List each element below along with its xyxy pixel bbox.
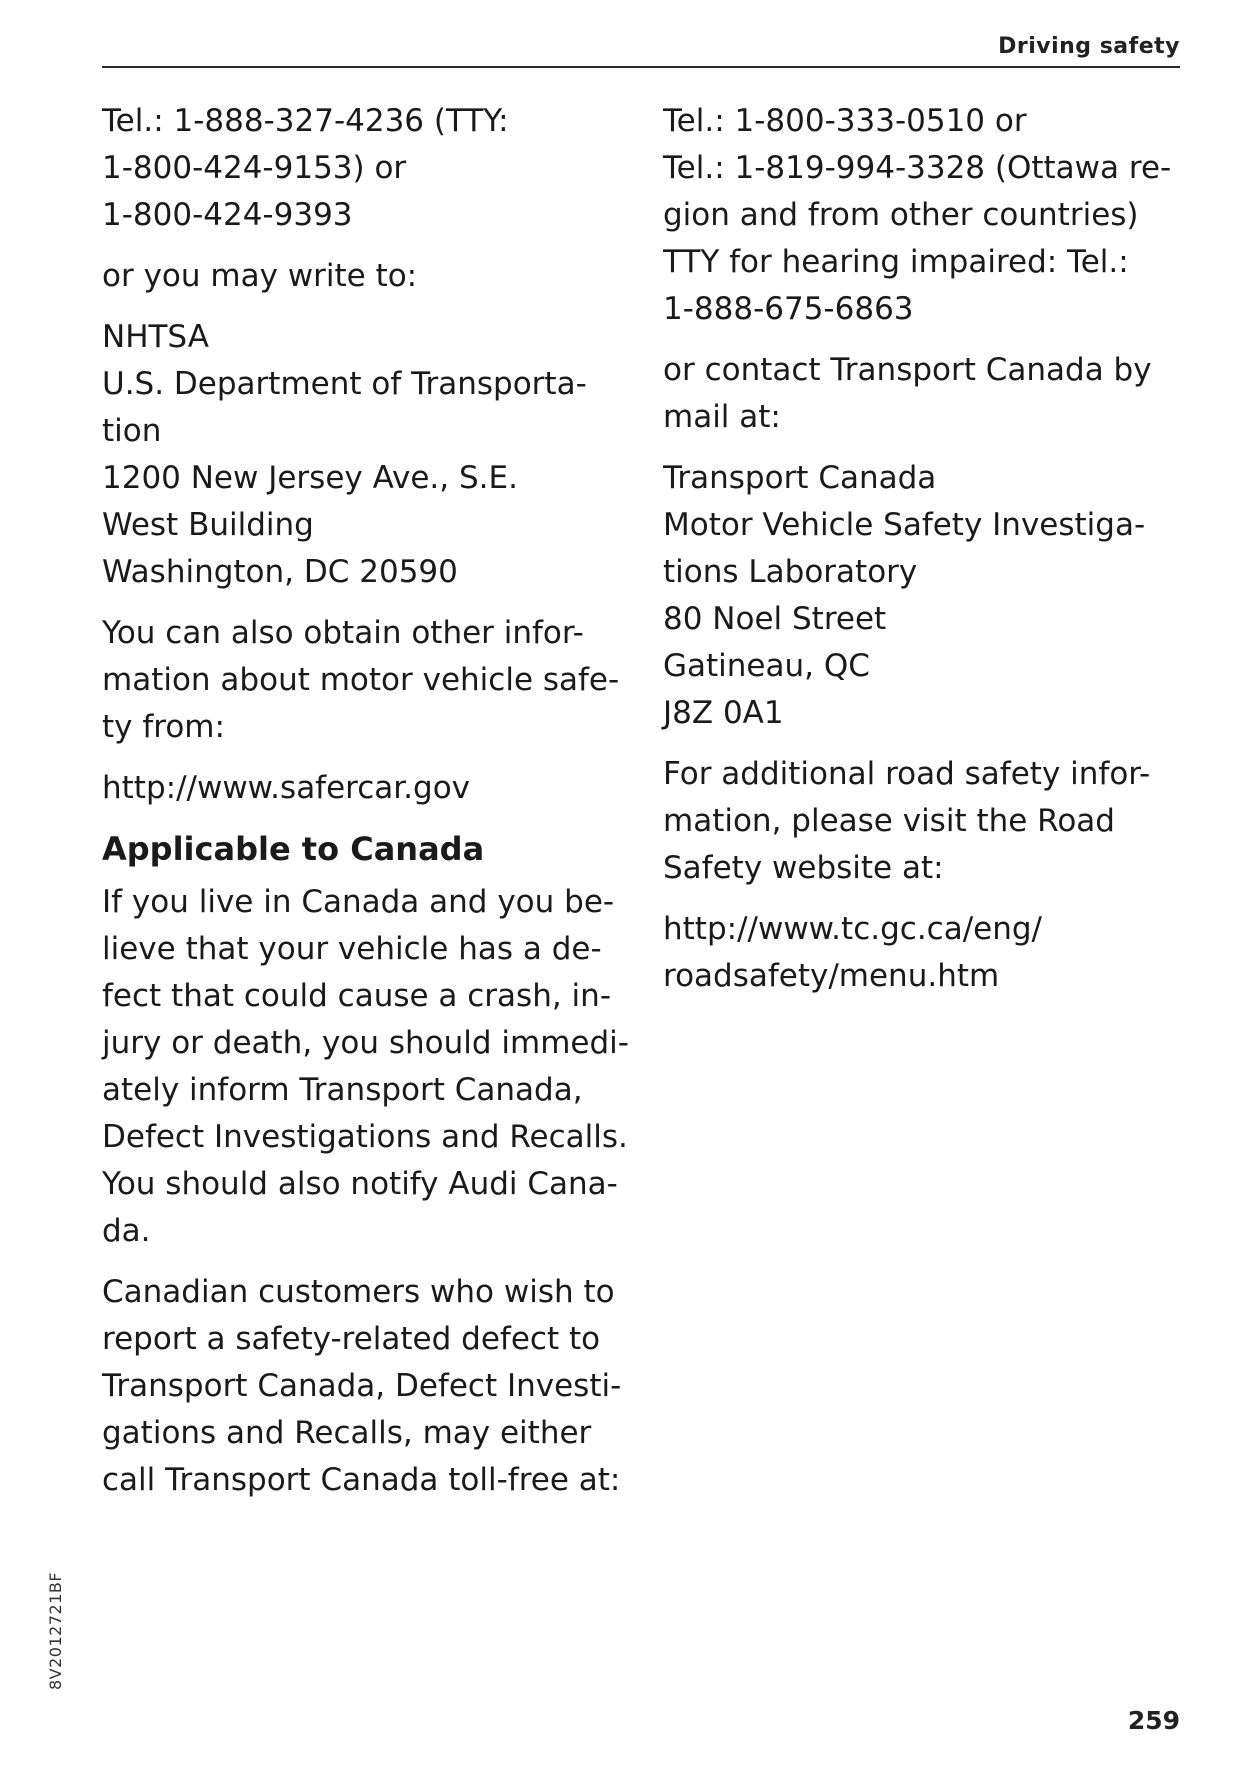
text-line: TTY for hearing impaired: Tel.: (663, 244, 1129, 280)
text-line: Tel.: 1-819-994-3328 (Ottawa re- (663, 150, 1172, 186)
text-line: or contact Transport Canada by (663, 352, 1152, 388)
tc-link-block (663, 906, 1183, 1000)
text-line: lieve that your vehicle has a de- (102, 931, 602, 967)
text-line: 80 Noel Street (663, 601, 887, 637)
text-line: Gatineau, QC (663, 648, 870, 684)
text-line: 1-888-675-6863 (663, 291, 914, 327)
document-code: 8V2012721BF (46, 1571, 65, 1690)
section-title: Driving safety (998, 34, 1180, 59)
canada-report-paragraph (102, 1269, 622, 1504)
write-intro (102, 253, 622, 300)
text-line: Tel.: 1-800-333-0510 or (663, 103, 1027, 139)
right-column (663, 98, 1183, 1014)
text-line: West Building (102, 507, 314, 543)
tc-url-line[interactable]: roadsafety/menu.htm (663, 958, 1000, 994)
text-line: or you may write to: (102, 258, 418, 294)
text-line: fect that could cause a crash, in- (102, 978, 612, 1014)
text-line: U.S. Department of Transporta- (102, 366, 587, 402)
text-line: NHTSA (102, 319, 209, 355)
text-line: For additional road safety infor- (663, 756, 1151, 792)
text-line: gations and Recalls, may either (102, 1415, 592, 1451)
text-line: jury or death, you should immedi- (102, 1025, 629, 1061)
left-column (102, 98, 629, 1518)
text-line: 1-800-424-9393 (102, 197, 353, 233)
text-line: ately inform Transport Canada, (102, 1072, 583, 1108)
other-info-paragraph (102, 610, 622, 751)
text-line: da. (102, 1213, 151, 1249)
canada-heading: Applicable to Canada (102, 830, 485, 868)
text-line: tions Laboratory (663, 554, 918, 590)
text-line: Defect Investigations and Recalls. (102, 1119, 628, 1155)
text-line: If you live in Canada and you be- (102, 884, 615, 920)
nhtsa-address (102, 314, 622, 596)
text-line: Tel.: 1-888-327-4236 (TTY: (102, 103, 509, 139)
safercar-url[interactable]: http://www.safercar.gov (102, 770, 471, 806)
text-line: tion (102, 413, 162, 449)
text-line: Safety website at: (663, 850, 944, 886)
canada-paragraph (102, 879, 629, 1255)
mail-intro (663, 347, 1183, 441)
text-line: Washington, DC 20590 (102, 554, 458, 590)
text-line: 1-800-424-9153) or (102, 150, 407, 186)
text-line: gion and from other countries) (663, 197, 1139, 233)
text-line: report a safety-related defect to (102, 1321, 601, 1357)
text-line: call Transport Canada toll-free at: (102, 1462, 621, 1498)
text-line: Canadian customers who wish to (102, 1274, 615, 1310)
transport-canada-address (663, 455, 1183, 737)
road-safety-paragraph (663, 751, 1183, 892)
tc-url-line[interactable]: http://www.tc.gc.ca/eng/ (663, 911, 1042, 947)
text-line: mation about motor vehicle safe- (102, 662, 620, 698)
text-line: ty from: (102, 709, 225, 745)
safercar-link-block (102, 765, 622, 812)
text-line: Motor Vehicle Safety Investiga- (663, 507, 1146, 543)
text-line: 1200 New Jersey Ave., S.E. (102, 460, 518, 496)
text-line: You should also notify Audi Cana- (102, 1166, 618, 1202)
text-line: You can also obtain other infor- (102, 615, 584, 651)
text-line: Transport Canada, Defect Investi- (102, 1368, 622, 1404)
text-line: Transport Canada (663, 460, 937, 496)
us-phone-numbers (102, 98, 622, 239)
page-number: 259 (1127, 1706, 1180, 1735)
text-line: mail at: (663, 399, 781, 435)
canada-phone-numbers (663, 98, 1183, 333)
text-line: J8Z 0A1 (663, 695, 784, 731)
text-line: mation, please visit the Road (663, 803, 1115, 839)
page-header (102, 30, 1180, 68)
